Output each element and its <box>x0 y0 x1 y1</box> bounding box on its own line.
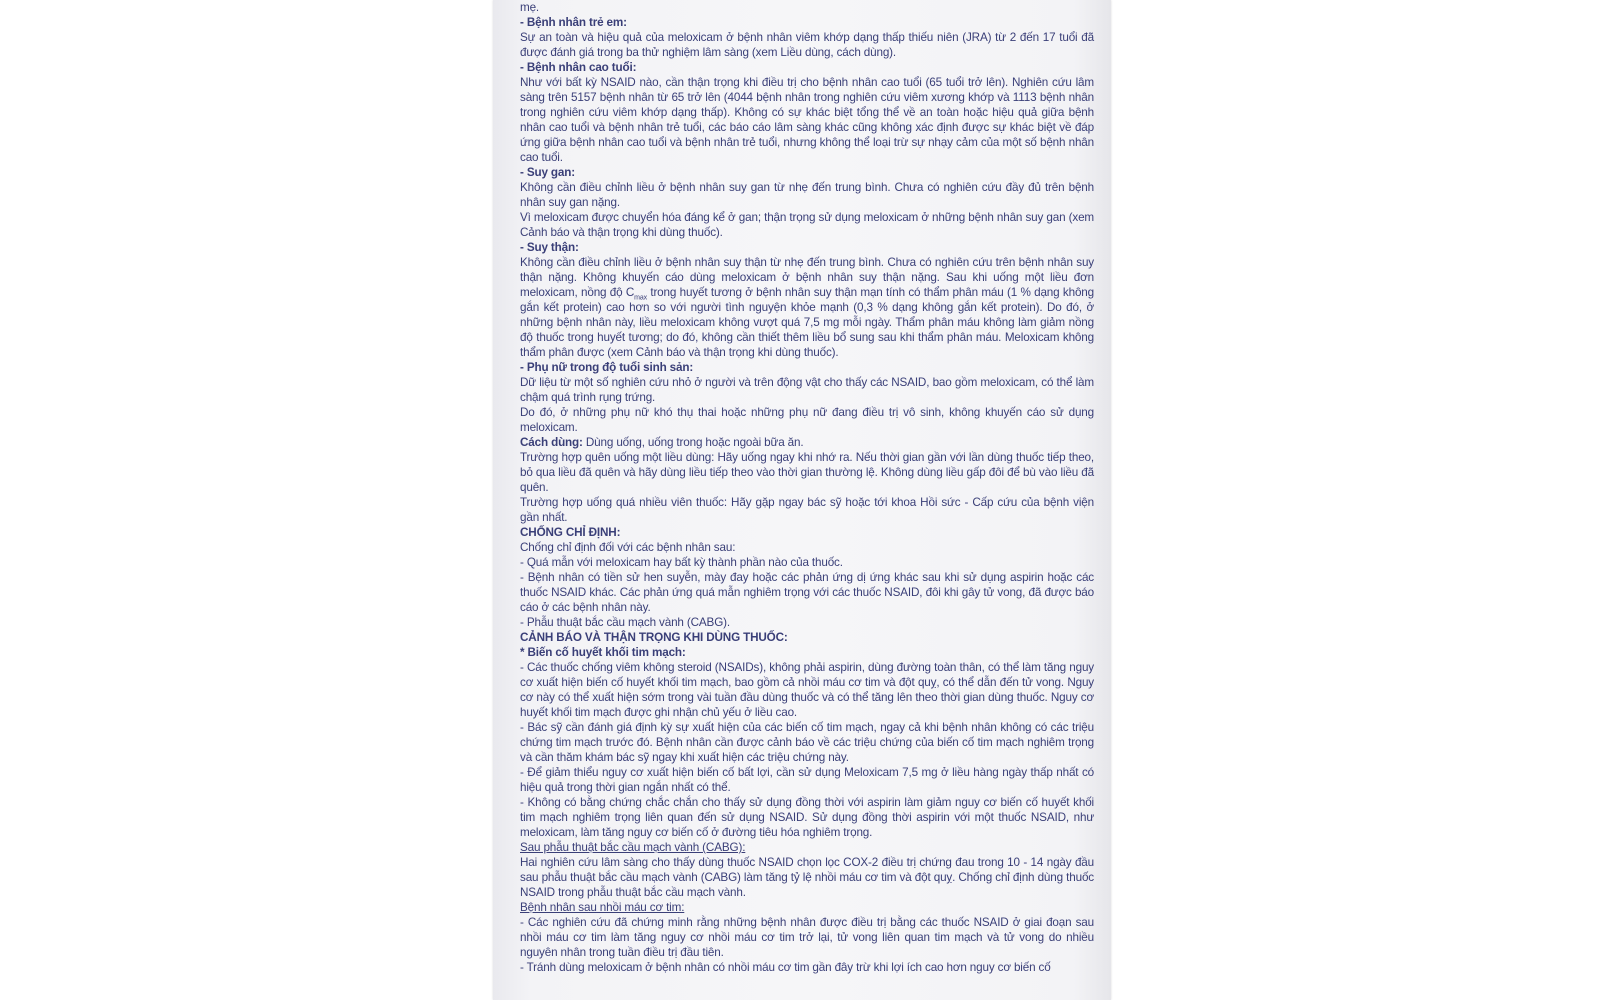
section-contraindications: CHỐNG CHỈ ĐỊNH: <box>520 526 621 539</box>
cmax-subscript: max <box>634 294 647 302</box>
paragraph-cardio-3: - Để giảm thiểu nguy cơ xuất hiện biến cố bất lợi, cần sử dụng Meloxicam 7,5 mg ở liều hàng ngày thấp nhất có hiệu quả trong thời gian ngắn nhất có thể. <box>520 766 1094 794</box>
heading-pediatric-patients: - Bệnh nhân trẻ em: <box>520 16 627 29</box>
paragraph-women-2: Do đó, ở những phụ nữ khó thụ thai hoặc những phụ nữ đang điều trị vô sinh, không khuyến cáo sử dụng meloxicam. <box>520 406 1094 434</box>
paragraph-contra-intro: Chống chỉ định đối với các bệnh nhân sau: <box>520 541 736 554</box>
paragraph-cardio-1: - Các thuốc chống viêm không steroid (NSAIDs), không phải aspirin, dùng đường toàn thân, có thể làm tăng nguy cơ xuất hiện biến cố huyết khối tim mạch, bao gồm cả nhồi máu cơ tim và đột quỵ, có thể dẫn đến tử vong. Nguy cơ này có thể xuất hiện sớm trong vài tuần đầu dùng thuốc và có thể tăng lên theo thời gian dùng thuốc. Nguy cơ huyết khối tim mạch được ghi nhận chủ yếu ở liều cao. <box>520 661 1094 719</box>
usage-text: Dùng uống, uống trong hoặc ngoài bữa ăn. <box>582 436 804 449</box>
paragraph-usage <box>520 435 1094 450</box>
paragraph-overdose: Trường hợp uống quá nhiều viên thuốc: Hãy gặp ngay bác sỹ hoặc tới khoa Hồi sức - Cấp cứu của bệnh viện gần nhất. <box>520 496 1094 524</box>
usage-label: Cách dùng: <box>520 436 583 449</box>
paragraph-post-cabg: Hai nghiên cứu lâm sàng cho thấy dùng thuốc NSAID chọn lọc COX-2 điều trị chứng đau trong 10 - 14 ngày đầu sau phẫu thuật bắc cầu mạch vành (CABG) làm tăng tỷ lệ nhồi máu cơ tim và đột quỵ. Chống chỉ định dùng thuốc NSAID trong phẫu thuật bắc cầu mạch vành. <box>520 856 1094 899</box>
text-line: mẹ. <box>520 1 540 14</box>
contra-item-asthma: - Bệnh nhân có tiền sử hen suyễn, mày đay hoặc các phản ứng dị ứng khác sau khi sử dụng aspirin hoặc các thuốc NSAID khác. Các phản ứng quá mẫn nghiêm trọng với các thuốc NSAID, đôi khi gây tử vong, đã được báo cáo ở các bệnh nhân này. <box>520 571 1094 614</box>
paragraph-hepatic-1: Không cần điều chỉnh liều ở bệnh nhân suy gan từ nhẹ đến trung bình. Chưa có nghiên cứu đầy đủ trên bệnh nhân suy gan nặng. <box>520 181 1094 209</box>
paragraph-elderly: Như với bất kỳ NSAID nào, cần thận trọng khi điều trị cho bệnh nhân cao tuổi (65 tuổi trở lên). Nghiên cứu lâm sàng trên 5157 bệnh nhân từ 65 trở lên (4044 bệnh nhân trong nghiên cứu viêm xương khớp và 1113 bệnh nhân trong nghiên cứu viêm khớp dạng thấp). Không có sự khác biệt tổng thể về an toàn hoặc hiệu quả giữa bệnh nhân cao tuổi và bệnh nhân trẻ tuổi, các báo cáo lâm sàng khác cũng không xác định được sự khác biệt về đáp ứng giữa bệnh nhân cao tuổi và bệnh nhân trẻ tuổi, nhưng không thể loại trừ sự nhạy cảm của một số bệnh nhân cao tuổi. <box>520 76 1094 164</box>
heading-renal-impairment: - Suy thận: <box>520 241 579 254</box>
paragraph-cardio-2: - Bác sỹ cần đánh giá định kỳ sự xuất hiện của các biến cố tim mạch, ngay cả khi bệnh nhân không có các triệu chứng tim mạch trước đó. Bệnh nhân cần được cảnh báo về các triệu chứng của biến cố tim mạch nghiêm trọng và cần thăm khám bác sỹ ngay khi xuất hiện các triệu chứng này. <box>520 721 1094 764</box>
paragraph-post-mi-1: - Các nghiên cứu đã chứng minh rằng những bệnh nhân được điều trị bằng các thuốc NSAID ở giai đoạn sau nhồi máu cơ tim làm tăng nguy cơ nhồi máu cơ tim trở lại, tử vong liên quan tim mạch và tử vong do nhiều nguyên nhân trong tuần điều trị đầu tiên. <box>520 916 1094 959</box>
heading-hepatic-impairment: - Suy gan: <box>520 166 575 179</box>
paragraph-women-1: Dữ liệu từ một số nghiên cứu nhỏ ở người và trên động vật cho thấy các NSAID, bao gồm meloxicam, có thể làm chậm quá trình rụng trứng. <box>520 376 1094 404</box>
section-warnings: CẢNH BÁO VÀ THẬN TRỌNG KHI DÙNG THUỐC: <box>520 631 788 644</box>
contra-item-cabg: - Phẫu thuật bắc cầu mạch vành (CABG). <box>520 616 730 629</box>
paragraph-missed-dose: Trường hợp quên uống một liều dùng: Hãy uống ngay khi nhớ ra. Nếu thời gian gần với lần dùng thuốc tiếp theo, bỏ qua liều đã quên và hãy dùng liều tiếp theo vào thời gian thường lệ. Không dùng liều gấp đôi để bù vào liều đã quên. <box>520 451 1094 494</box>
paragraph-cardio-4: - Không có bằng chứng chắc chắn cho thấy sử dụng đồng thời với aspirin làm giảm nguy cơ biến cố huyết khối tim mạch nghiêm trọng liên quan đến sử dụng NSAID. Sử dụng đồng thời aspirin với một thuốc NSAID, như meloxicam, làm tăng nguy cơ biến cố ở đường tiêu hóa nghiêm trọng. <box>520 796 1094 839</box>
contra-item-hypersensitivity: - Quá mẫn với meloxicam hay bất kỳ thành phần nào của thuốc. <box>520 556 843 569</box>
paragraph-pediatric: Sự an toàn và hiệu quả của meloxicam ở bệnh nhân viêm khớp dạng thấp thiếu niên (JRA) từ 2 đến 17 tuổi đã được đánh giá trong ba thử nghiệm lâm sàng (xem Liều dùng, cách dùng). <box>520 31 1094 59</box>
subheading-post-mi: Bệnh nhân sau nhồi máu cơ tim: <box>520 901 685 914</box>
heading-women-reproductive: - Phụ nữ trong độ tuổi sinh sản: <box>520 361 694 374</box>
paragraph-renal <box>520 255 1094 360</box>
paragraph-renal-part-a: Không cần điều chỉnh liều ở bệnh nhân suy thận từ nhẹ đến trung bình. Chưa có nghiên cứu trên bệnh nhân suy thận nặng. Không khuyến cáo dùng meloxicam ở bệnh nhân suy thận nặng. Sau khi uống một liều đơn meloxicam, nồng độ C <box>520 256 1094 299</box>
paragraph-post-mi-2: - Tránh dùng meloxicam ở bệnh nhân có nhồi máu cơ tim gần đây trừ khi lợi ích cao hơn nguy cơ biến cố <box>520 961 1051 974</box>
subheading-post-cabg: Sau phẫu thuật bắc cầu mạch vành (CABG): <box>520 841 746 854</box>
heading-elderly-patients: - Bệnh nhân cao tuổi: <box>520 61 637 74</box>
paragraph-renal-part-b: trong huyết tương ở bệnh nhân suy thận mạn tính có thẩm phân máu (1 % dạng không gắn kết protein) cao hơn so với người tình nguyện khỏe mạnh (0,3 % dạng không gắn kết protein). Do đó, ở những bệnh nhân này, liều meloxicam không vượt quá 7,5 mg mỗi ngày. Thẩm phân máu không làm giảm nồng độ thuốc trong huyết tương; do đó, không cần thiết thêm liều bổ sung sau khi thẩm phân máu. Meloxicam không thẩm phân được (xem Cảnh báo và thận trọng khi dùng thuốc). <box>520 286 1094 359</box>
paragraph-hepatic-2: Vì meloxicam được chuyển hóa đáng kể ở gan; thận trọng sử dụng meloxicam ở những bệnh nhân suy gan (xem Cảnh báo và thận trọng khi dùng thuốc). <box>520 211 1094 239</box>
leaflet-page <box>493 0 1111 1000</box>
heading-cardiovascular-thrombotic: * Biến cố huyết khối tim mạch: <box>520 646 686 659</box>
leaflet-text-block <box>520 0 1094 975</box>
